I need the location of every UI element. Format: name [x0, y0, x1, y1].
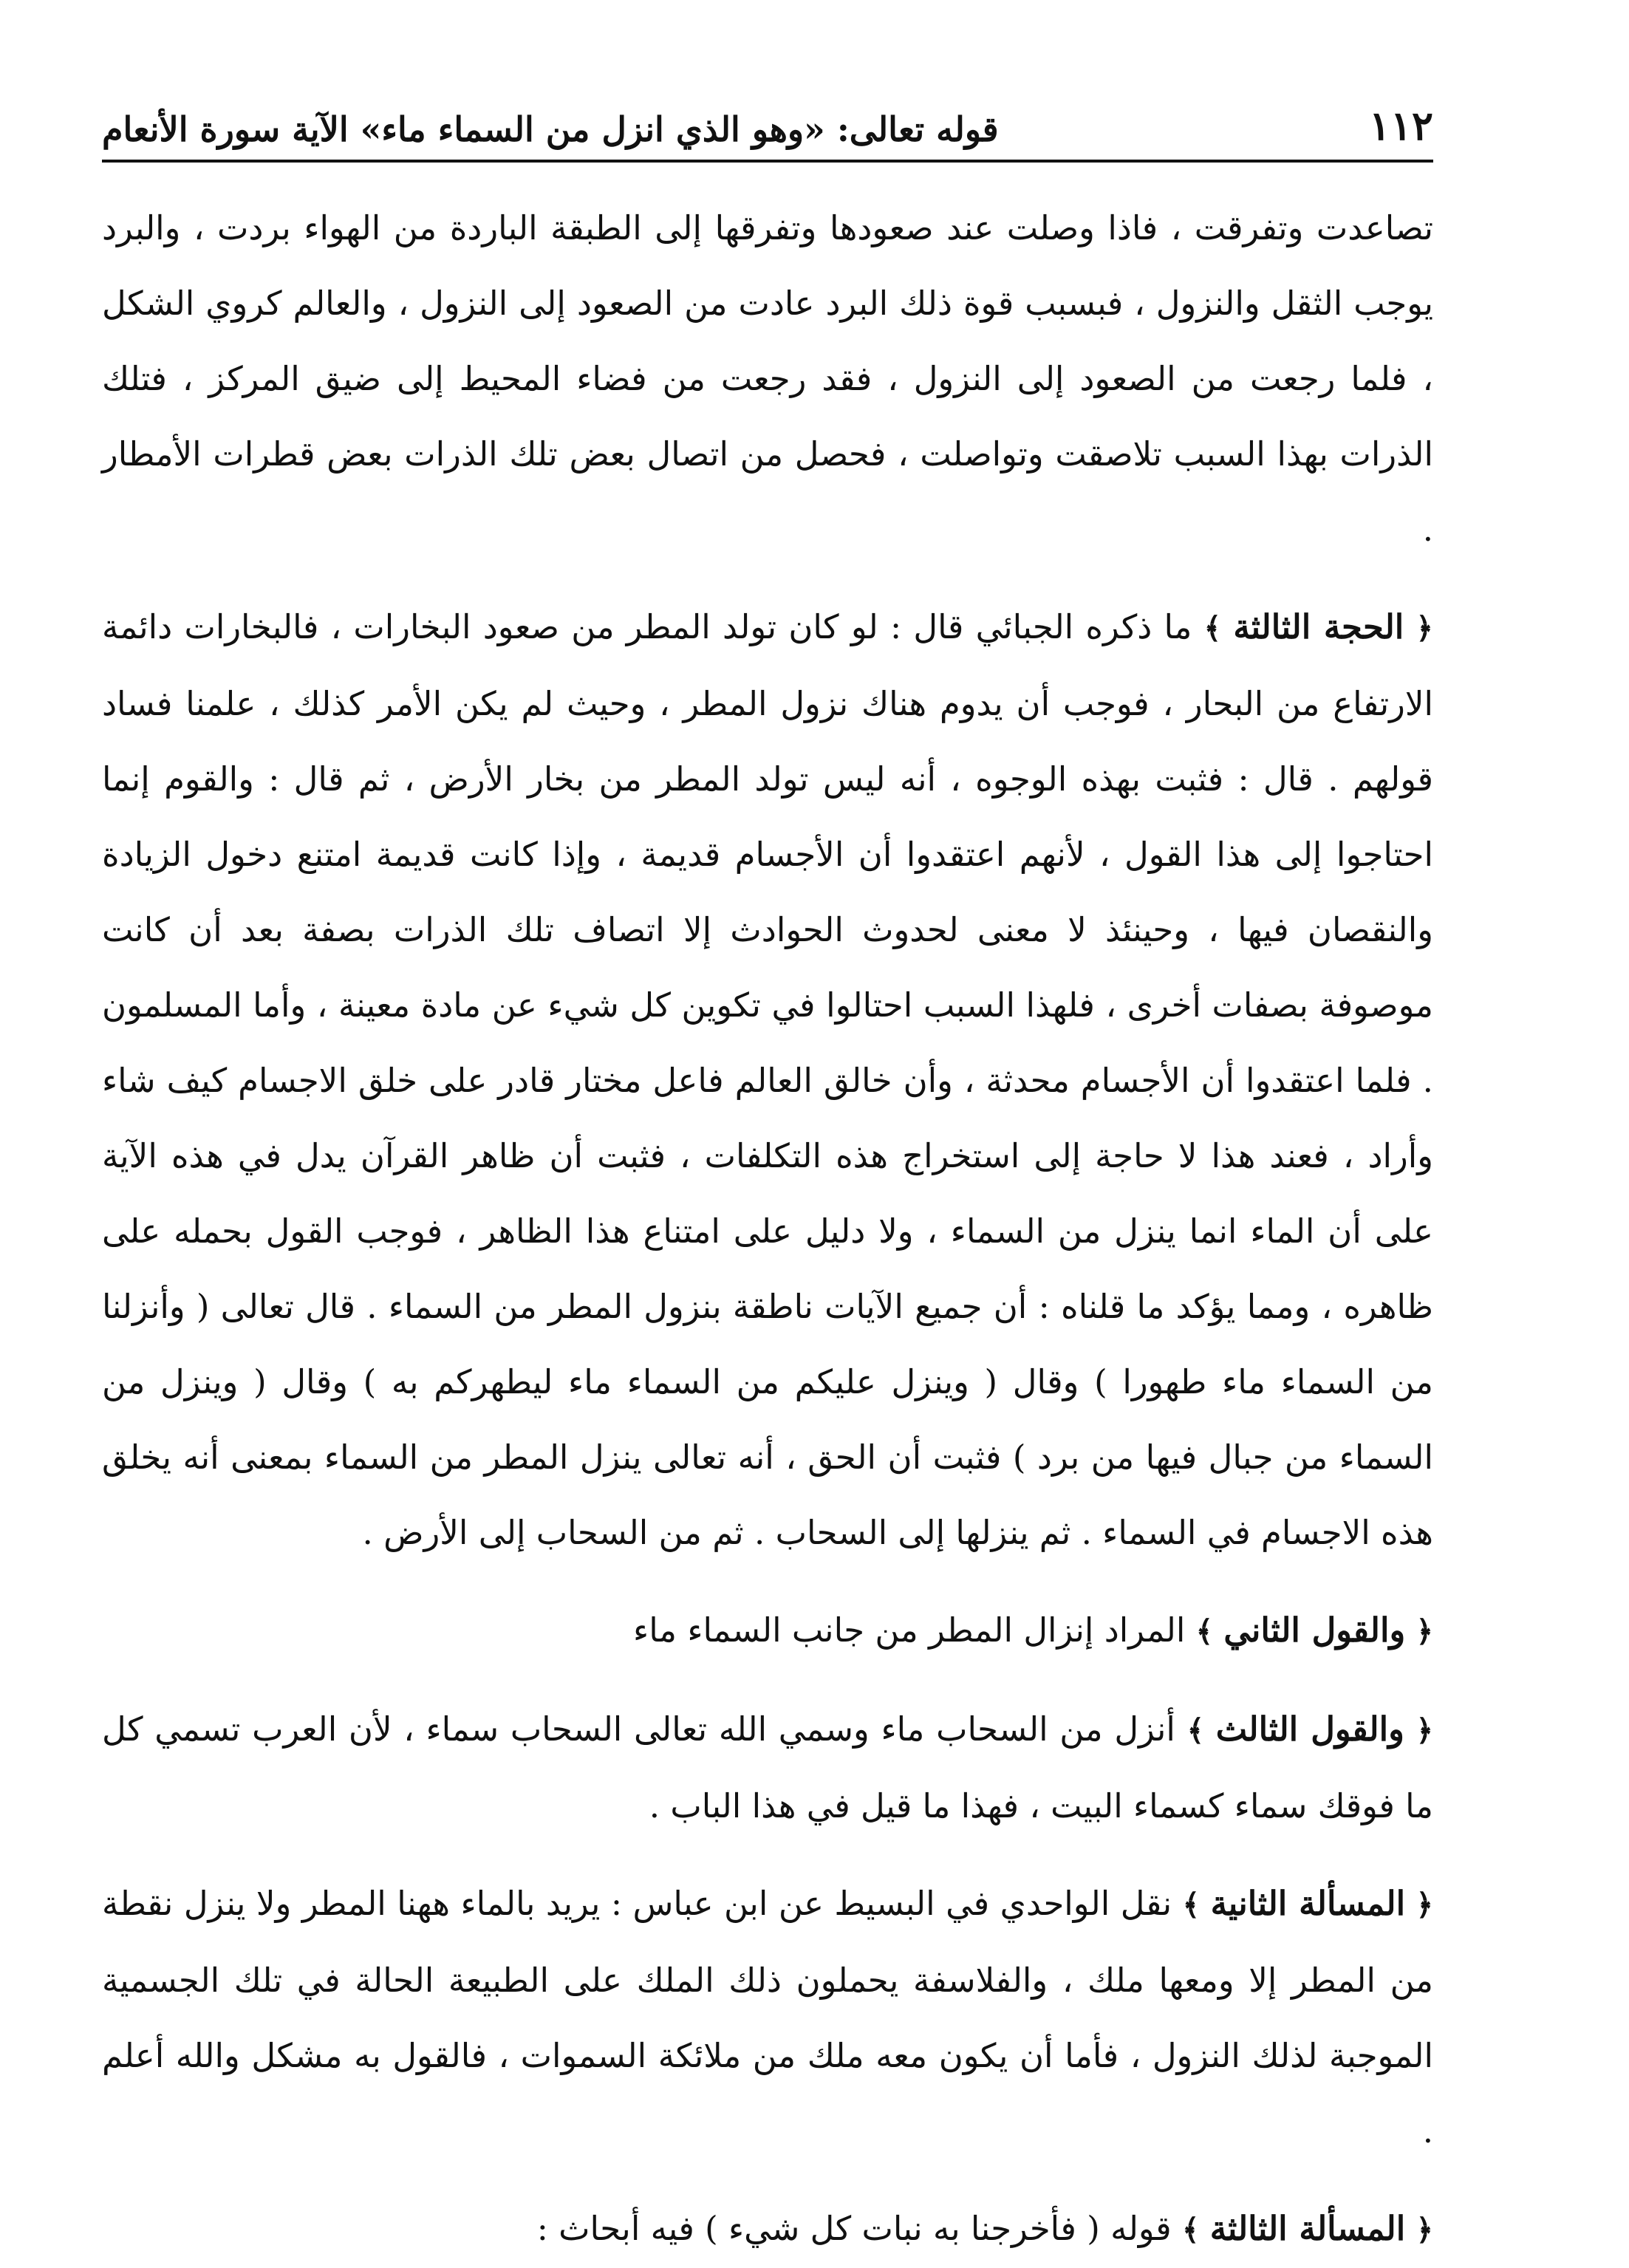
- ornate-bracket-close: ﴾: [1186, 1713, 1205, 1748]
- ornate-bracket-close: ﴾: [1181, 2213, 1200, 2247]
- running-head-title: قوله تعالى: «وهو الذي انزل من السماء ماء» الآية سورة الأنعام: [102, 109, 999, 149]
- paragraph-text: المراد إنزال المطر من جانب السماء ماء: [633, 1611, 1186, 1650]
- section-label: المسألة الثالثة: [1209, 2209, 1406, 2248]
- paragraph-text: ما ذكره الجبائي قال : لو كان تولد المطر من صعود البخارات ، فالبخارات دائمة الارتفاع من البحار ، فوجب أن يدوم هناك نزول المطر ، وحيث لم يكن الأمر كذلك ، علمنا فساد قولهم . قال : فثبت بهذه الوجوه ، أنه ليس تولد المطر من بخار الأرض ، ثم قال : والقوم إنما احتاجوا إلى هذا القول ، لأنهم اعتقدوا أن الأجسام قديمة ، وإذا كانت قديمة امتنع دخول الزيادة والنقصان فيها ، وحينئذ لا معنى لحدوث الحوادث إلا اتصاف تلك الذرات بصفة بعد أن كانت موصوفة بصفات أخرى ، فلهذا السبب احتالوا في تكوين كل شيء عن مادة معينة ، وأما المسلمون . فلما اعتقدوا أن الأجسام محدثة ، وأن خالق العالم فاعل مختار قادر على خلق الاجسام كيف شاء وأراد ، فعند هذا لا حاجة إلى استخراج هذه التكلفات ، فثبت أن ظاهر القرآن يدل في هذه الآية على أن الماء انما ينزل من السماء ، ولا دليل على امتناع هذا الظاهر ، فوجب القول بحمله على ظاهره ، ومما يؤكد ما قلناه : أن جميع الآيات ناطقة بنزول المطر من السماء . قال تعالى ( وأنزلنا من السماء ماء طهورا ) وقال ( وينزل عليكم من السماء ماء ليطهركم به ) وقال ( وينزل من السماء من جبال فيها من برد ) فثبت أن الحق ، أنه تعالى ينزل المطر من السماء بمعنى أنه يخلق هذه الاجسام في السماء . ثم ينزلها إلى السحاب . ثم من السحاب إلى الأرض .: [102, 607, 1433, 1552]
- running-head: [102, 81, 1433, 163]
- paragraph-text: تصاعدت وتفرقت ، فاذا وصلت عند صعودها وتفرقها إلى الطبقة الباردة من الهواء بردت ، والبرد يوجب الثقل والنزول ، فبسبب قوة ذلك البرد عادت من الصعود إلى النزول ، والعالم كروي الشكل ، فلما رجعت من الصعود إلى النزول ، فقد رجعت من فضاء المحيط إلى ضيق المركز ، فتلك الذرات بهذا السبب تلاصقت وتواصلت ، فحصل من اتصال بعض تلك الذرات بعض قطرات الأمطار .: [102, 208, 1433, 549]
- section-label: الحجة الثالثة: [1233, 607, 1404, 646]
- ornate-bracket-close: ﴾: [1203, 611, 1222, 646]
- paragraph: [102, 2191, 1433, 2268]
- ornate-bracket-open: ﴿: [1415, 611, 1433, 646]
- section-label: المسألة الثانية: [1210, 1884, 1406, 1923]
- paragraph: [102, 1692, 1433, 1844]
- paragraph-text: قوله ( فأخرجنا به نبات كل شيء ) فيه أبحاث :: [536, 2209, 1172, 2248]
- ornate-bracket-close: ﴾: [1195, 1614, 1214, 1649]
- paragraph: [102, 1593, 1433, 1670]
- section-label: والقول الثالث: [1215, 1709, 1404, 1749]
- paragraph: [102, 590, 1433, 1571]
- paragraph: [102, 191, 1433, 567]
- page-number: ١١٢: [1368, 102, 1433, 149]
- ornate-bracket-open: ﴿: [1415, 1713, 1434, 1748]
- paragraph: [102, 1866, 1433, 2169]
- book-page: [102, 81, 1434, 2248]
- ornate-bracket-open: ﴿: [1415, 1888, 1434, 1922]
- section-label: والقول الثاني: [1223, 1611, 1406, 1650]
- paragraph-text: نقل الواحدي في البسيط عن ابن عباس : يريد بالماء ههنا المطر ولا ينزل نقطة من المطر إلا ومعها ملك ، والفلاسفة يحملون ذلك الملك على الطبيعة الحالة في تلك الجسمية الموجبة لذلك النزول ، فأما أن يكون معه ملك من ملائكة السموات ، فالقول به مشكل والله أعلم .: [102, 1884, 1433, 2151]
- ornate-bracket-close: ﴾: [1182, 1888, 1201, 1922]
- page-body: [102, 191, 1433, 2268]
- ornate-bracket-open: ﴿: [1415, 2213, 1433, 2247]
- paragraph-text: أنزل من السحاب ماء وسمي الله تعالى السحاب سماء ، لأن العرب تسمي كل ما فوقك سماء كسماء البيت ، فهذا ما قيل في هذا الباب .: [102, 1709, 1433, 1825]
- ornate-bracket-open: ﴿: [1415, 1614, 1433, 1649]
